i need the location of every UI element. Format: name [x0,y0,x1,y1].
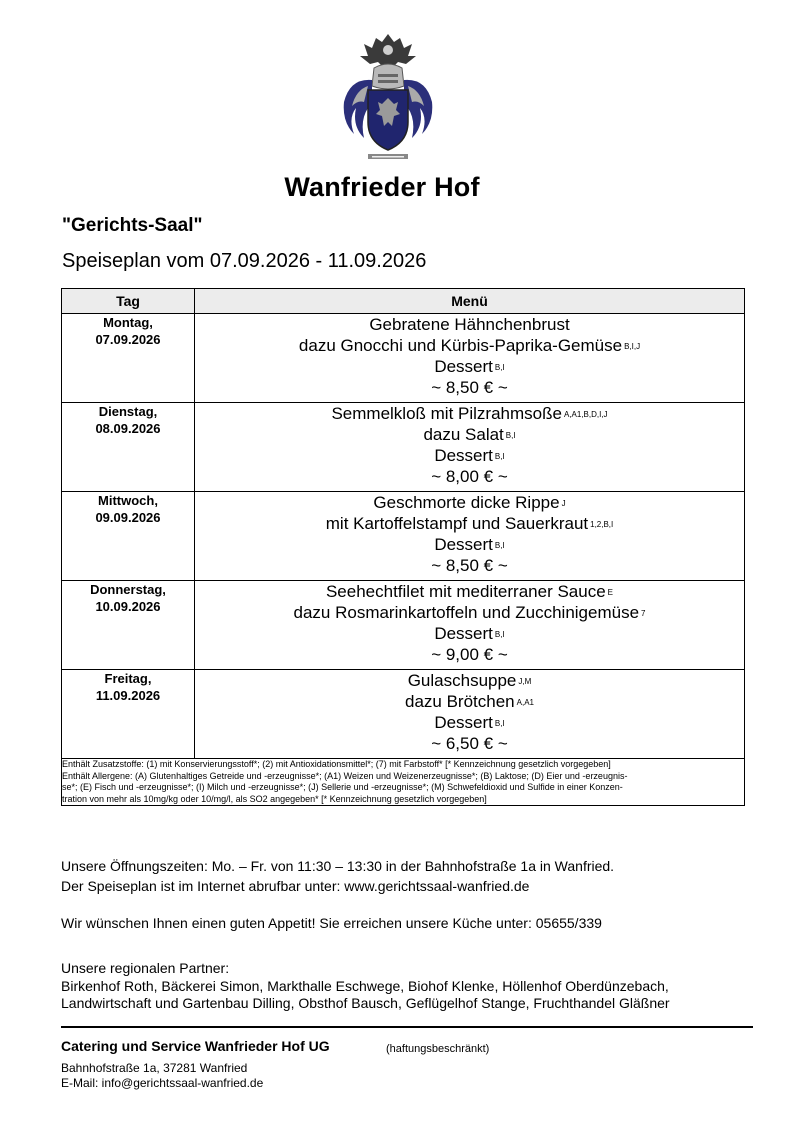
menu-cell [195,314,745,403]
menu-line [195,581,744,602]
dish-text: Dessert [434,713,493,732]
menu-cell [195,403,745,492]
dish-text: Geschmorte dicke Rippe [373,493,560,512]
menu-line [195,555,744,576]
day-cell [62,403,195,492]
dish-text: dazu Brötchen [405,692,515,711]
dish-text: Semmelkloß mit Pilzrahmsoße [331,404,562,423]
allergen-codes: B,I,J [624,342,641,351]
allergen-codes: 1,2,B,I [590,520,614,529]
day-cell [62,492,195,581]
allergen-codes: B,I [494,452,505,461]
menu-period: Speiseplan vom 07.09.2026 - 11.09.2026 [62,250,427,272]
date: 09.09.2026 [95,510,161,525]
allergen-codes: B,I [494,541,505,550]
allergen-codes: E [607,588,614,597]
street-address: Bahnhofstraße 1a, 37281 Wanfried [61,1061,248,1075]
menu-line [195,602,744,623]
dish-text: Dessert [434,624,493,643]
allergen-codes: B,I [494,630,505,639]
column-header-day: Tag [62,289,195,314]
notes-line: tration von mehr als 10mg/kg oder 10/mg/l, als SO2 angegeben* [* Kennzeichnung gesetzlich vorgegeben] [62,793,487,804]
dish-text: ~ 9,00 € ~ [431,645,508,664]
menu-line [195,644,744,665]
dish-text: ~ 8,50 € ~ [431,556,508,575]
table-row [62,492,745,581]
dish-text: Seehechtfilet mit mediterraner Sauce [325,582,606,601]
menu-cell [195,581,745,670]
dish-text: dazu Salat [423,425,504,444]
day-cell [62,581,195,670]
allergen-codes: A,A1,B,D,I,J [563,410,608,419]
dish-text: Gulaschsuppe [407,671,517,690]
additives-allergens-notes [62,759,745,806]
weekday: Freitag, [104,671,152,686]
table-row [62,403,745,492]
table-row [62,314,745,403]
allergen-codes: B,I [494,719,505,728]
date: 10.09.2026 [95,599,161,614]
allergen-codes: B,I [505,431,516,440]
allergen-codes: 7 [641,609,646,618]
menu-line [195,513,744,534]
weekday: Donnerstag, [90,582,166,597]
weekly-menu-table [61,288,745,806]
dish-text: ~ 8,50 € ~ [431,378,508,397]
menu-line [195,733,744,754]
table-row [62,581,745,670]
column-header-menu: Menü [195,289,745,314]
menu-line [195,712,744,733]
notes-line: Enthält Allergene: (A) Glutenhaltiges Getreide und -erzeugnisse*; (A1) Weizen und Weizenerzeugnisse*; (B) Laktose; (D) Eier und -erzeugnis- [62,770,628,781]
dish-text: Gebratene Hähnchenbrust [369,315,570,334]
footer-divider [61,1026,753,1028]
allergen-codes: J,M [518,677,532,686]
menu-line [195,691,744,712]
appetite-contact: Wir wünschen Ihnen einen guten Appetit! Sie erreichen unsere Küche unter: 05655/339 [61,915,602,931]
dish-text: mit Kartoffelstampf und Sauerkraut [325,514,589,533]
dish-text: ~ 8,00 € ~ [431,467,508,486]
weekday: Mittwoch, [98,493,158,508]
weekday: Dienstag, [98,404,158,419]
opening-hours: Unsere Öffnungszeiten: Mo. – Fr. von 11:30 – 13:30 in der Bahnhofstraße 1a in Wanfried. [61,858,615,874]
date: 11.09.2026 [95,688,161,703]
venue-name: "Gerichts-Saal" [62,215,203,236]
company-legal-suffix: (haftungsbeschränkt) [386,1043,490,1055]
dish-text: ~ 6,50 € ~ [431,734,508,753]
date: 07.09.2026 [95,332,161,347]
menu-line [195,623,744,644]
allergen-codes: A,A1 [516,698,534,707]
dish-text: dazu Gnocchi und Kürbis-Paprika-Gemüse [298,336,623,355]
partners-line: Birkenhof Roth, Bäckerei Simon, Markthalle Eschwege, Biohof Klenke, Höllenhof Oberdünzebach, [61,978,669,994]
menu-line [195,403,744,424]
notes-row [62,759,745,806]
menu-line [195,377,744,398]
day-cell [62,314,195,403]
date: 08.09.2026 [95,421,161,436]
menu-line [195,492,744,513]
menu-cell [195,492,745,581]
menu-line [195,424,744,445]
table-header-row [62,289,745,314]
allergen-codes: B,I [494,363,505,372]
coat-of-arms-logo [338,30,438,165]
menu-line [195,335,744,356]
menu-line [195,356,744,377]
company-address [61,1061,263,1090]
dish-text: dazu Rosmarinkartoffeln und Zucchinigemüse [293,603,640,622]
partners-line: Landwirtschaft und Gartenbau Dilling, Obsthof Bausch, Geflügelhof Stange, Fruchthandel Gläßner [61,995,670,1011]
menu-line [195,314,744,335]
menu-line [195,670,744,691]
email-address: E-Mail: info@gerichtssaal-wanfried.de [61,1075,264,1090]
notes-line: se*; (E) Fisch und -erzeugnisse*; (I) Milch und -erzeugnisse*; (J) Sellerie und -erzeugnisse*; (M) Schwefeldioxid und Sulfide in einer Konzen- [62,782,623,792]
menu-line [195,534,744,555]
partners-heading: Unsere regionalen Partner: [61,960,230,976]
dish-text: Dessert [434,446,493,465]
menu-cell [195,670,745,759]
company-name: Catering und Service Wanfrieder Hof UG [61,1038,330,1054]
allergen-codes: J [561,499,566,508]
weekday: Montag, [103,315,153,330]
notes-line: Enthält Zusatzstoffe: (1) mit Konservierungsstoff*; (2) mit Antioxidationsmittel*; (7) mit Farbstoff* [* Kennzeichnung gesetzlich vorgegeben] [62,759,611,769]
internet-info: Der Speiseplan ist im Internet abrufbar unter: www.gerichtssaal-wanfried.de [61,878,530,894]
menu-line [195,445,744,466]
dish-text: Dessert [434,535,493,554]
day-cell [62,670,195,759]
menu-line [195,466,744,487]
table-row [62,670,745,759]
page-title: Wanfrieder Hof [284,172,480,202]
dish-text: Dessert [434,357,493,376]
